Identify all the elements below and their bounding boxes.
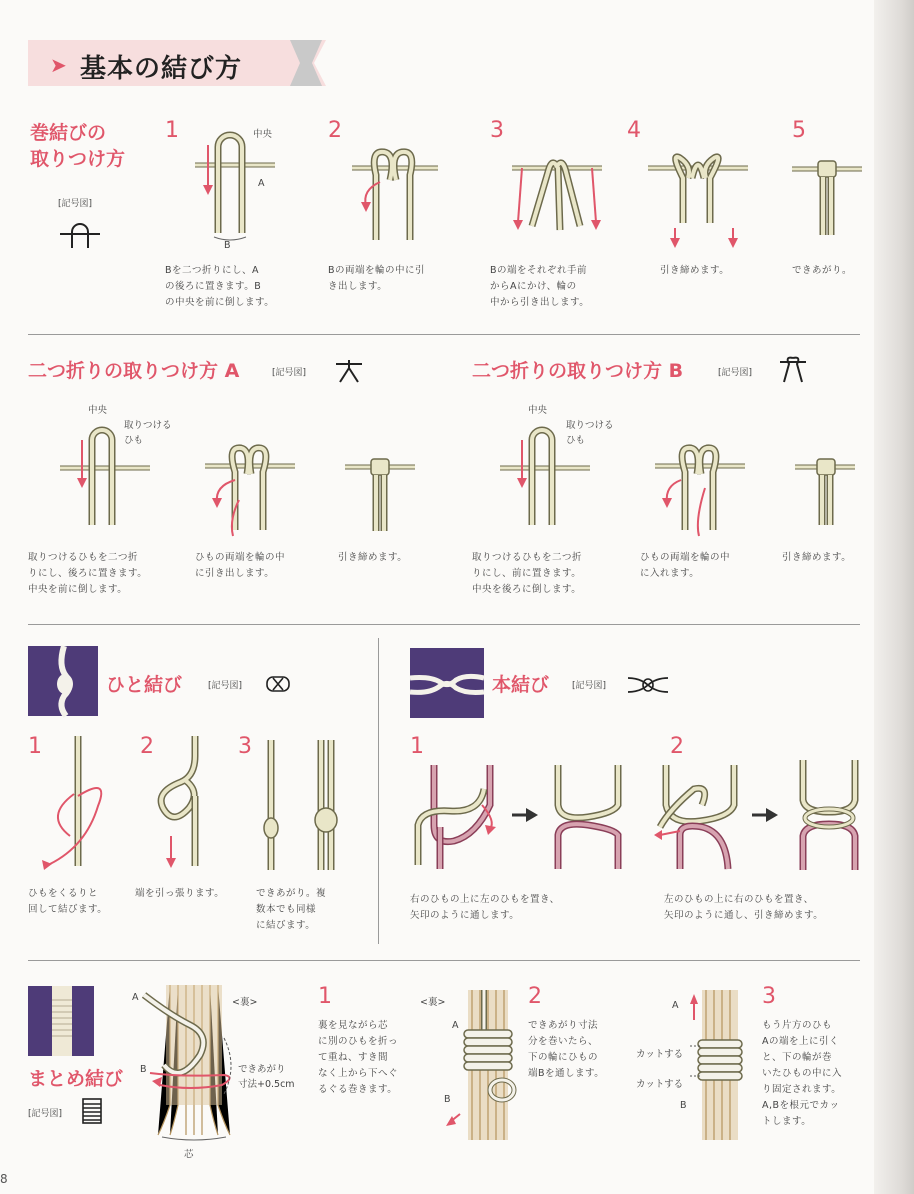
symbol-label: [記号図] (208, 681, 243, 691)
matomemusubi-step3-caption (762, 1018, 842, 1130)
caption-line: りにし、後ろに置きます。 (28, 568, 148, 579)
makimusubi-step4-caption (660, 263, 729, 279)
hitomusubi-step2-caption (135, 886, 224, 902)
divider-3 (28, 960, 860, 961)
symbol-label: [記号図] (272, 368, 307, 378)
makimusubi-title (30, 120, 125, 172)
caption-line: き出します。 (328, 281, 388, 292)
caption-line: 端を引っ張ります。 (135, 888, 225, 899)
caption-line: トします。 (762, 1116, 812, 1127)
futatsuori-a-step3-caption (338, 550, 407, 566)
matomemusubi-step1-caption (318, 1018, 398, 1098)
makimusubi-step3-illustration (510, 150, 605, 240)
caption-line: 下の輪にひもの (528, 1052, 599, 1063)
matomemusubi-cut-label-2: カットする (636, 1079, 684, 1090)
hitomusubi-step2-num: 2 (140, 734, 154, 759)
hitomusubi-step3-illustration (255, 740, 355, 875)
cord-label-line: 取りつける (566, 420, 614, 431)
makimusubi-symbol-icon (60, 222, 100, 248)
futatsuori-a-step2-caption (195, 550, 285, 582)
caption-line: 中から引き出します。 (490, 297, 590, 308)
matomemusubi-core-label: 芯 (184, 1149, 194, 1160)
honmusubi-symbol-icon (628, 674, 668, 696)
futatsuori-b-step3-illustration (795, 455, 855, 535)
caption-line: できあがり寸法 (528, 1020, 599, 1031)
makimusubi-step5-caption (792, 263, 852, 279)
makimusubi-b-label: B (224, 240, 231, 251)
matomemusubi-step3-illustration (690, 990, 750, 1140)
matomemusubi-step2-num: 2 (528, 984, 542, 1009)
caption-line: Aの端を上に引く (762, 1036, 839, 1047)
matomemusubi-step2-caption (528, 1018, 604, 1082)
caption-line: いたひもの中に入 (762, 1068, 843, 1079)
hitomusubi-photo (28, 646, 98, 716)
symbol-label: [記号図] (572, 681, 607, 691)
caption-line: 分を巻いたら、 (528, 1036, 599, 1047)
matomemusubi-symbol-icon (82, 1098, 102, 1124)
symbol-label: [記号図] (28, 1109, 63, 1119)
matomemusubi-a-label-1: A (132, 992, 139, 1003)
caption-line: と、下の輪が巻 (762, 1052, 833, 1063)
caption-line: て重ね、すき間 (318, 1052, 389, 1063)
makimusubi-step2-caption (328, 263, 425, 295)
matomemusubi-step1-num: 1 (318, 984, 332, 1009)
makimusubi-step3-num: 3 (490, 118, 504, 143)
makimusubi-step1-caption (165, 263, 274, 311)
caption-line: の中央を前に倒します。 (165, 297, 275, 308)
caption-line: Bを二つ折りにし、A (165, 265, 260, 276)
honmusubi-step1-num: 1 (410, 734, 424, 759)
hitomusubi-step1-num: 1 (28, 734, 42, 759)
makimusubi-title-line2: 取りつけ方 (30, 148, 126, 170)
caption-line: に別のひもを折っ (318, 1036, 399, 1047)
futatsuori-a-cord-label (124, 418, 172, 448)
hitomusubi-symbol-icon (266, 674, 292, 694)
caption-line: 引き締めます。 (660, 265, 730, 276)
caption-line: 数本でも同様 (256, 904, 317, 915)
matomemusubi-b-label-1: B (140, 1064, 147, 1075)
vertical-divider (378, 638, 379, 944)
caption-line: に結びます。 (256, 920, 316, 931)
cord-label-line: ひも (566, 435, 586, 446)
makimusubi-step4-illustration (648, 148, 748, 248)
caption-line: 端Bを通します。 (528, 1068, 605, 1079)
futatsuori-b-title: 二つ折りの取りつけ方 B (472, 360, 684, 382)
caption-line: 右のひもの上に左のひもを置き、 (410, 894, 560, 905)
futatsuori-b-center-label: 中央 (528, 405, 548, 416)
honmusubi-step1b-illustration (548, 765, 628, 875)
page-edge (874, 0, 914, 1194)
makimusubi-step1-num: 1 (165, 118, 179, 143)
matomemusubi-b-label-2: B (444, 1094, 451, 1105)
honmusubi-step1-caption (410, 892, 560, 924)
hitomusubi-step3-num: 3 (238, 734, 252, 759)
makimusubi-step5-illustration (792, 155, 862, 240)
caption-line: るぐる巻きます。 (318, 1084, 398, 1095)
caption-line: りにし、前に置きます。 (472, 568, 582, 579)
caption-line: もう片方のひも (762, 1020, 833, 1031)
futatsuori-b-step2-caption (640, 550, 730, 582)
futatsuori-b-step2-illustration (655, 440, 745, 535)
hitomusubi-step2-illustration (145, 736, 225, 876)
makimusubi-step1-illustration (190, 125, 280, 255)
futatsuori-b-cord-label (566, 418, 614, 448)
hitomusubi-title: ひと結び (106, 674, 183, 696)
honmusubi-title: 本結び (492, 674, 550, 696)
header-chevron-icon: ➤ (50, 53, 67, 77)
matomemusubi-step3-num: 3 (762, 984, 776, 1009)
caption-line: に入れます。 (640, 568, 700, 579)
honmusubi-step2a-illustration (650, 765, 750, 875)
makimusubi-step3-caption (490, 263, 589, 311)
matomemusubi-back-label-2: <裏> (420, 997, 446, 1008)
futatsuori-b-symbol-icon (780, 356, 806, 384)
header-notch-icon (286, 40, 326, 86)
caption-line: 中央を前に倒します。 (28, 584, 128, 595)
caption-line: ひもの両端を輪の中 (640, 552, 731, 563)
caption-line: 取りつけるひもを二つ折 (472, 552, 583, 563)
size-label-line: できあがり (238, 1064, 286, 1075)
caption-line: できあがり。 (792, 265, 853, 276)
caption-line: 取りつけるひもを二つ折 (28, 552, 139, 563)
matomemusubi-title: まとめ結び (28, 1068, 124, 1090)
makimusubi-a-label: A (258, 178, 265, 189)
cord-label-line: 取りつける (124, 420, 172, 431)
matomemusubi-step2-illustration (450, 990, 530, 1140)
page-number: 8 (0, 1172, 8, 1186)
caption-line: り固定されます。 (762, 1084, 842, 1095)
caption-line: に引き出します。 (195, 568, 275, 579)
caption-line: 左のひもの上に右のひもを置き、 (664, 894, 814, 905)
honmusubi-step1a-illustration (410, 765, 500, 875)
divider-1 (28, 334, 860, 335)
makimusubi-center-label: 中央 (253, 129, 273, 140)
caption-line: 矢印のように通し、引き締めます。 (664, 910, 824, 921)
honmusubi-step2-num: 2 (670, 734, 684, 759)
caption-line: 引き締めます。 (782, 552, 852, 563)
matomemusubi-size-label (238, 1062, 295, 1092)
futatsuori-a-title: 二つ折りの取りつけ方 A (28, 360, 240, 382)
arrow-right-icon (512, 808, 538, 822)
hitomusubi-step3-caption (256, 886, 326, 934)
caption-line: なく上から下へぐ (318, 1068, 399, 1079)
caption-line: Bの両端を輪の中に引 (328, 265, 426, 276)
futatsuori-a-center-label: 中央 (88, 405, 108, 416)
matomemusubi-photo (28, 986, 94, 1056)
caption-line: からAにかけ、輪の (490, 281, 577, 292)
caption-line: 回して結びます。 (28, 904, 108, 915)
cord-label-line: ひも (124, 435, 144, 446)
makimusubi-step4-num: 4 (627, 118, 641, 143)
honmusubi-step2b-illustration (795, 760, 865, 875)
caption-line: A,Bを根元でカッ (762, 1100, 840, 1111)
caption-line: できあがり。複 (256, 888, 327, 899)
caption-line: Bの端をそれぞれ手前 (490, 265, 588, 276)
hitomusubi-step1-caption (28, 886, 107, 918)
futatsuori-a-step2-illustration (205, 440, 295, 535)
arrow-right-icon (752, 808, 778, 822)
honmusubi-photo (410, 648, 484, 718)
symbol-label: [記号図] (58, 199, 93, 209)
hitomusubi-step1-illustration (30, 736, 120, 876)
futatsuori-b-step3-caption (782, 550, 851, 566)
caption-line: の後ろに置きます。B (165, 281, 262, 292)
caption-line: 中央を後ろに倒します。 (472, 584, 582, 595)
matomemusubi-cut-label-1: カットする (636, 1049, 684, 1060)
page-title: 基本の結び方 (80, 54, 243, 84)
matomemusubi-back-label-1: <裏> (232, 997, 258, 1008)
caption-line: 矢印のように通します。 (410, 910, 520, 921)
caption-line: ひもの両端を輪の中 (195, 552, 286, 563)
futatsuori-a-step3-illustration (345, 455, 415, 535)
caption-line: ひもをくるりと (28, 888, 99, 899)
futatsuori-a-step1-caption (28, 550, 147, 598)
makimusubi-step2-illustration (350, 140, 440, 250)
symbol-label: [記号図] (718, 368, 753, 378)
divider-2 (28, 624, 860, 625)
makimusubi-title-line1: 巻結びの (30, 122, 107, 144)
makimusubi-step2-num: 2 (328, 118, 342, 143)
futatsuori-a-symbol-icon (336, 358, 362, 384)
matomemusubi-b-label-3: B (680, 1100, 687, 1111)
size-label-line: 寸法+0.5cm (238, 1079, 295, 1090)
matomemusubi-a-label-3: A (672, 1000, 679, 1011)
futatsuori-b-step1-caption (472, 550, 582, 598)
caption-line: 引き締めます。 (338, 552, 408, 563)
matomemusubi-a-label-2: A (452, 1020, 459, 1031)
caption-line: 裏を見ながら芯 (318, 1020, 389, 1031)
honmusubi-step2-caption (664, 892, 823, 924)
makimusubi-step5-num: 5 (792, 118, 806, 143)
